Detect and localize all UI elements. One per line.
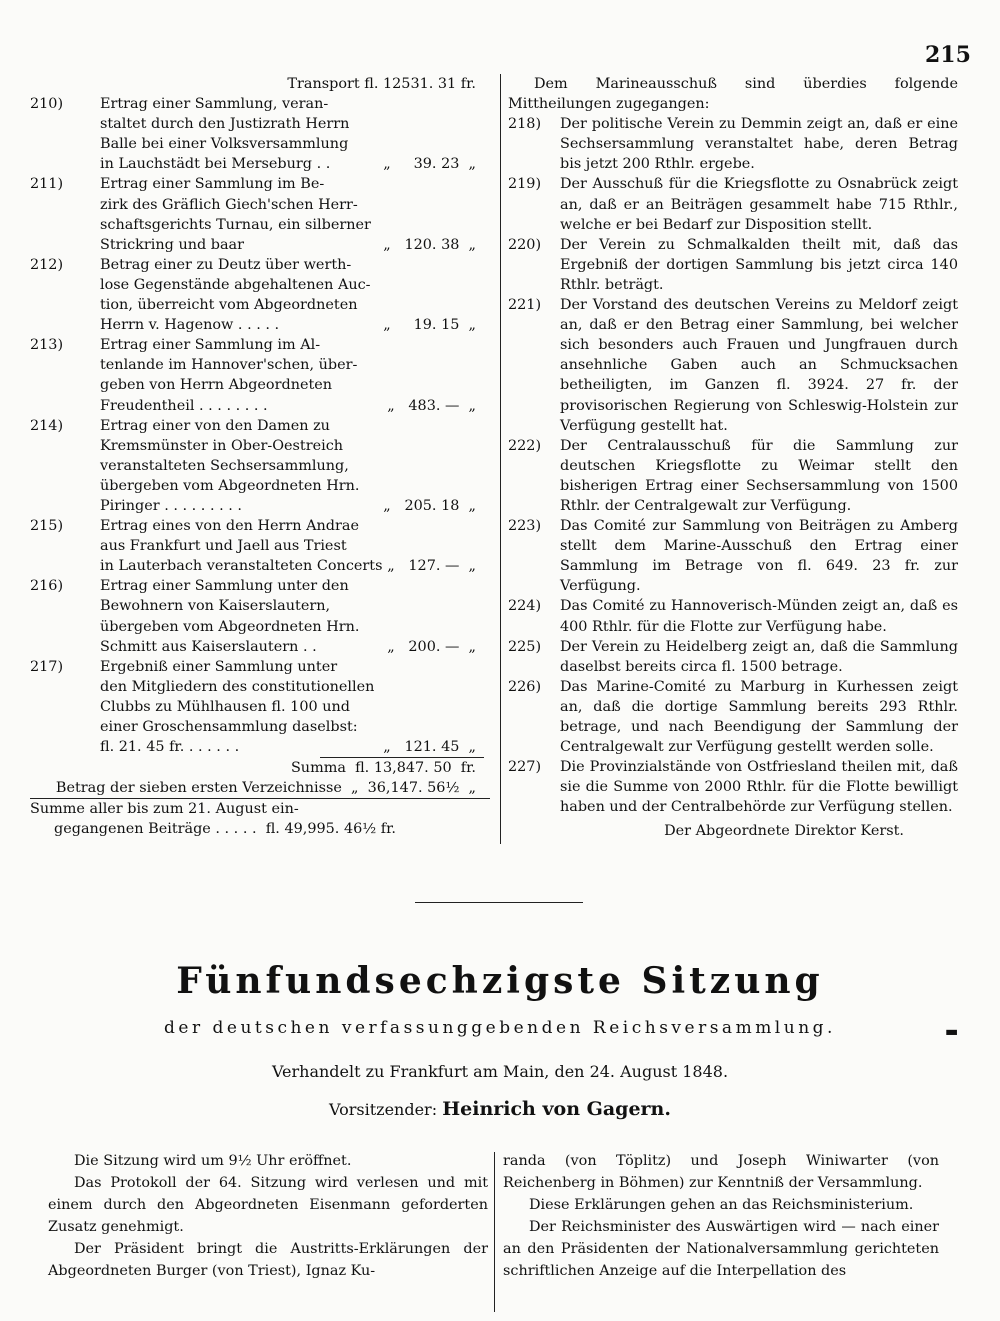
session-subtitle: der deutschen verfassunggebenden Reichsversammlung.: [164, 1018, 836, 1038]
communication-entry: [508, 114, 958, 174]
entry-line: aus Frankfurt und Jaell aus Triest: [100, 538, 347, 555]
entry-line: lose Gegenstände abgehaltenen Auc-: [100, 276, 371, 293]
entry-line: geben von Herrn Abgeordneten: [100, 377, 333, 394]
entry-line: Herrn v. Hagenow . . . . .: [100, 317, 280, 334]
entry-text: Der Verein zu Heidelberg zeigt an, daß die Sammlung daselbst bereits circa fl. 1500 betrage.: [560, 638, 958, 675]
entry-text: Das Marine-Comité zu Marburg in Kurhessen zeigt an, daß die dortige Sammlung bereits 293 Rthlr. betrage, und nach Beendigung der Sammlung der Centralgewalt zur Verfügung gestellt werden solle.: [560, 678, 958, 756]
chair-name: Heinrich von Gagern.: [442, 1098, 671, 1120]
entry-line: übergeben vom Abgeordneten Hrn.: [100, 618, 360, 635]
entry-line: Freudentheil . . . . . . . .: [100, 397, 268, 414]
entry-number: 217): [30, 658, 64, 675]
communication-entry: [508, 677, 958, 757]
entry-number: 211): [30, 176, 64, 193]
page-number: 215: [925, 42, 971, 68]
entry-line: Bewohnern von Kaiserslautern,: [100, 598, 331, 615]
entry-line: zirk des Gräflich Giech'schen Herr-: [100, 196, 358, 213]
entry-line: Balle bei einer Volksversammlung: [100, 136, 349, 153]
entry-amount: „ 39. 23 „: [383, 156, 476, 173]
entry-number: 219): [508, 176, 542, 193]
entry-text: Der politische Verein zu Demmin zeigt an, daß er eine Sechsersammlung veranstaltet habe, deren Betrag bis jetzt 200 Rthlr. ergebe.: [560, 116, 958, 173]
entry-number: 216): [30, 578, 64, 595]
entry-text: Das Comité zu Hannoverisch-Münden zeigt an, daß es 400 Rthlr. für die Flotte zur Verfügung habe.: [560, 598, 958, 635]
column-divider: [500, 74, 501, 844]
paragraph-resignations: Der Präsident bringt die Austritts-Erklärungen der Abgeordneten Burger (von Triest), Ignaz Ku-: [48, 1241, 488, 1279]
paragraph-protocol: Das Protokoll der 64. Sitzung wird verlesen und mit einem durch den Abgeordneten Eisenmann geforderten Zusatz genehmigt.: [48, 1175, 488, 1235]
communications-column: [508, 74, 958, 842]
paragraph-foreign-minister: Der Reichsminister des Auswärtigen wird — nach einer an den Präsidenten der Nationalversammlung gerichteten schriftlichen Anzeige auf die Interpellation des: [503, 1219, 939, 1279]
donation-entry: [30, 94, 490, 174]
entry-amount: „ 19. 15 „: [383, 317, 476, 334]
communication-entry: [508, 516, 958, 596]
entry-amount: „ 121. 45 „: [383, 739, 476, 756]
entry-line: schaftsgerichts Turnau, ein silberner: [100, 216, 371, 233]
entry-line: Ertrag einer Sammlung, veran-: [100, 96, 329, 113]
donation-entry: [30, 576, 490, 656]
entry-number: 227): [508, 759, 542, 776]
communication-entry: [508, 596, 958, 636]
donation-list-column: [30, 74, 490, 840]
entry-line: Clubbs zu Mühlhausen fl. 100 und: [100, 698, 350, 715]
entry-number: 214): [30, 417, 64, 434]
entry-number: 220): [508, 236, 542, 253]
communication-entry: [508, 436, 958, 516]
paragraph-resignations-cont: randa (von Töplitz) und Joseph Winiwarter (von Reichenberg in Böhmen) zur Kenntniß der Versammlung.: [503, 1153, 939, 1191]
entry-line: Ertrag einer Sammlung unter den: [100, 578, 349, 595]
donation-entry: [30, 657, 490, 757]
entry-text: Der Centralausschuß für die Sammlung zur deutschen Kriegsflotte zu Weimar stellt den bisherigen Ertrag einer Sechsersammlung von 1500 Rthlr. der Centralgewalt zur Verfügung.: [560, 437, 958, 514]
session-dateline: Verhandelt zu Frankfurt am Main, den 24. August 1848.: [271, 1062, 729, 1081]
entry-number: 210): [30, 96, 64, 113]
entry-line: übergeben vom Abgeordneten Hrn.: [100, 477, 360, 494]
entry-text: Der Ausschuß für die Kriegsflotte zu Osnabrück zeigt an, daß er an Beiträgen gesammelt habe 715 Rthlr., welche er bei Bedarf zur Disposition stellt.: [560, 176, 958, 233]
entry-amount: „ 200. — „: [387, 638, 476, 655]
communication-entry: [508, 295, 958, 436]
donation-entries: [30, 94, 490, 757]
donation-entry: [30, 416, 490, 516]
entry-number: 223): [508, 518, 542, 535]
entry-number: 224): [508, 598, 542, 615]
entry-number: 221): [508, 297, 542, 314]
entry-line: Piringer . . . . . . . . .: [100, 497, 242, 514]
communications-intro: Dem Marineausschuß sind überdies folgende Mittheilungen zugegangen:: [508, 76, 958, 113]
donation-entry: [30, 255, 490, 335]
entry-line: Ertrag eines von den Herrn Andrae: [100, 518, 359, 535]
chair-label: Vorsitzender:: [329, 1100, 438, 1119]
bottom-column-divider: [494, 1152, 495, 1312]
paragraph-opening: Die Sitzung wird um 9½ Uhr eröffnet.: [74, 1153, 352, 1169]
entry-number: 213): [30, 337, 64, 354]
entry-number: 226): [508, 678, 542, 695]
previous-lists-line: Betrag der sieben ersten Verzeichnisse „ 36,147. 56½ „: [30, 778, 490, 799]
entry-line: staltet durch den Justizrath Herrn: [100, 116, 350, 133]
entry-line: Kremsmünster in Ober-Oestreich: [100, 437, 344, 454]
session-text-left: [48, 1150, 488, 1282]
entry-line: tenlande im Hannover'schen, über-: [100, 357, 358, 374]
transport-line: Transport fl. 12531. 31 fr.: [287, 76, 476, 92]
entry-line: veranstalteten Sechsersammlung,: [100, 457, 349, 474]
session-title: Fünfundsechzigste Sitzung: [176, 960, 824, 1002]
donation-entry: [30, 174, 490, 254]
total-line-2: gegangenen Beiträge . . . . . fl. 49,995. 46½ fr.: [54, 821, 396, 838]
entry-text: Das Comité zur Sammlung von Beiträgen zu Amberg stellt dem Marine-Ausschuß den Ertrag einer Sammlung im Betrage von fl. 649. 23 fr. zur Verfügung.: [560, 518, 958, 595]
donation-entry: [30, 516, 490, 576]
communication-entry: [508, 235, 958, 295]
entry-amount: „ 205. 18 „: [383, 497, 476, 514]
entry-line: Schmitt aus Kaiserslautern . .: [100, 638, 317, 655]
entry-line: Ertrag einer von den Damen zu: [100, 417, 330, 434]
entry-text: Der Verein zu Schmalkalden theilt mit, daß das Ergebniß der dortigen Sammlung bis jetzt circa 140 Rthlr. beträgt.: [560, 236, 958, 293]
donation-entry: [30, 335, 490, 415]
entry-text: Der Vorstand des deutschen Vereins zu Meldorf zeigt an, daß er den Betrag einer Sammlung, bei welcher sich besonders auch Frauen und Jungfrauen durch ansehnliche Gaben auch an Schmucksachen betheiligten, im Ganzen fl. 3924. 27 fr. der provisorischen Regierung von Schleswig-Holstein zur Verfügung gestellt hat.: [560, 297, 958, 434]
session-text-right: [503, 1150, 939, 1282]
communication-entries: [508, 114, 958, 817]
entry-line: Betrag einer zu Deutz über werth-: [100, 256, 352, 273]
signature: Der Abgeordnete Direktor Kerst.: [664, 823, 904, 840]
summa-line: Summa fl. 13,847. 50 fr.: [290, 760, 476, 777]
chairman-line: [0, 1098, 1000, 1120]
entry-line: fl. 21. 45 fr. . . . . . .: [100, 739, 240, 756]
entry-number: 225): [508, 638, 542, 655]
entry-line: in Lauterbach veranstalteten Concerts: [100, 558, 383, 575]
entry-amount: „ 120. 38 „: [383, 236, 476, 253]
entry-line: Ertrag einer Sammlung im Be-: [100, 176, 325, 193]
entry-line: Ertrag einer Sammlung im Al-: [100, 337, 321, 354]
communication-entry: [508, 174, 958, 234]
paragraph-ministry: Diese Erklärungen gehen an das Reichsministerium.: [529, 1197, 914, 1213]
section-divider: [415, 902, 583, 903]
communication-entry: [508, 757, 958, 817]
entry-amount: „ 483. — „: [387, 397, 476, 414]
total-line-1: Summe aller bis zum 21. August ein-: [30, 801, 299, 818]
entry-text: Die Provinzialstände von Ostfriesland theilen mit, daß sie die Summe von 2000 Rthlr. für die Flotte bewilligt haben und der Centralbehörde zur Verfügung stellen.: [560, 759, 958, 816]
entry-line: tion, überreicht vom Abgeordneten: [100, 297, 358, 314]
entry-line: Ergebniß einer Sammlung unter: [100, 658, 338, 675]
entry-number: 222): [508, 437, 542, 454]
entry-number: 215): [30, 518, 64, 535]
entry-line: in Lauchstädt bei Merseburg . .: [100, 156, 331, 173]
entry-line: Strickring und baar: [100, 236, 245, 253]
entry-number: 212): [30, 256, 64, 273]
entry-number: 218): [508, 116, 542, 133]
entry-line: einer Groschensammlung daselbst:: [100, 719, 358, 735]
entry-amount: „ 127. — „: [387, 558, 476, 575]
communication-entry: [508, 637, 958, 677]
entry-line: den Mitgliedern des constitutionellen: [100, 678, 375, 695]
margin-mark: ▬: [945, 1024, 959, 1040]
